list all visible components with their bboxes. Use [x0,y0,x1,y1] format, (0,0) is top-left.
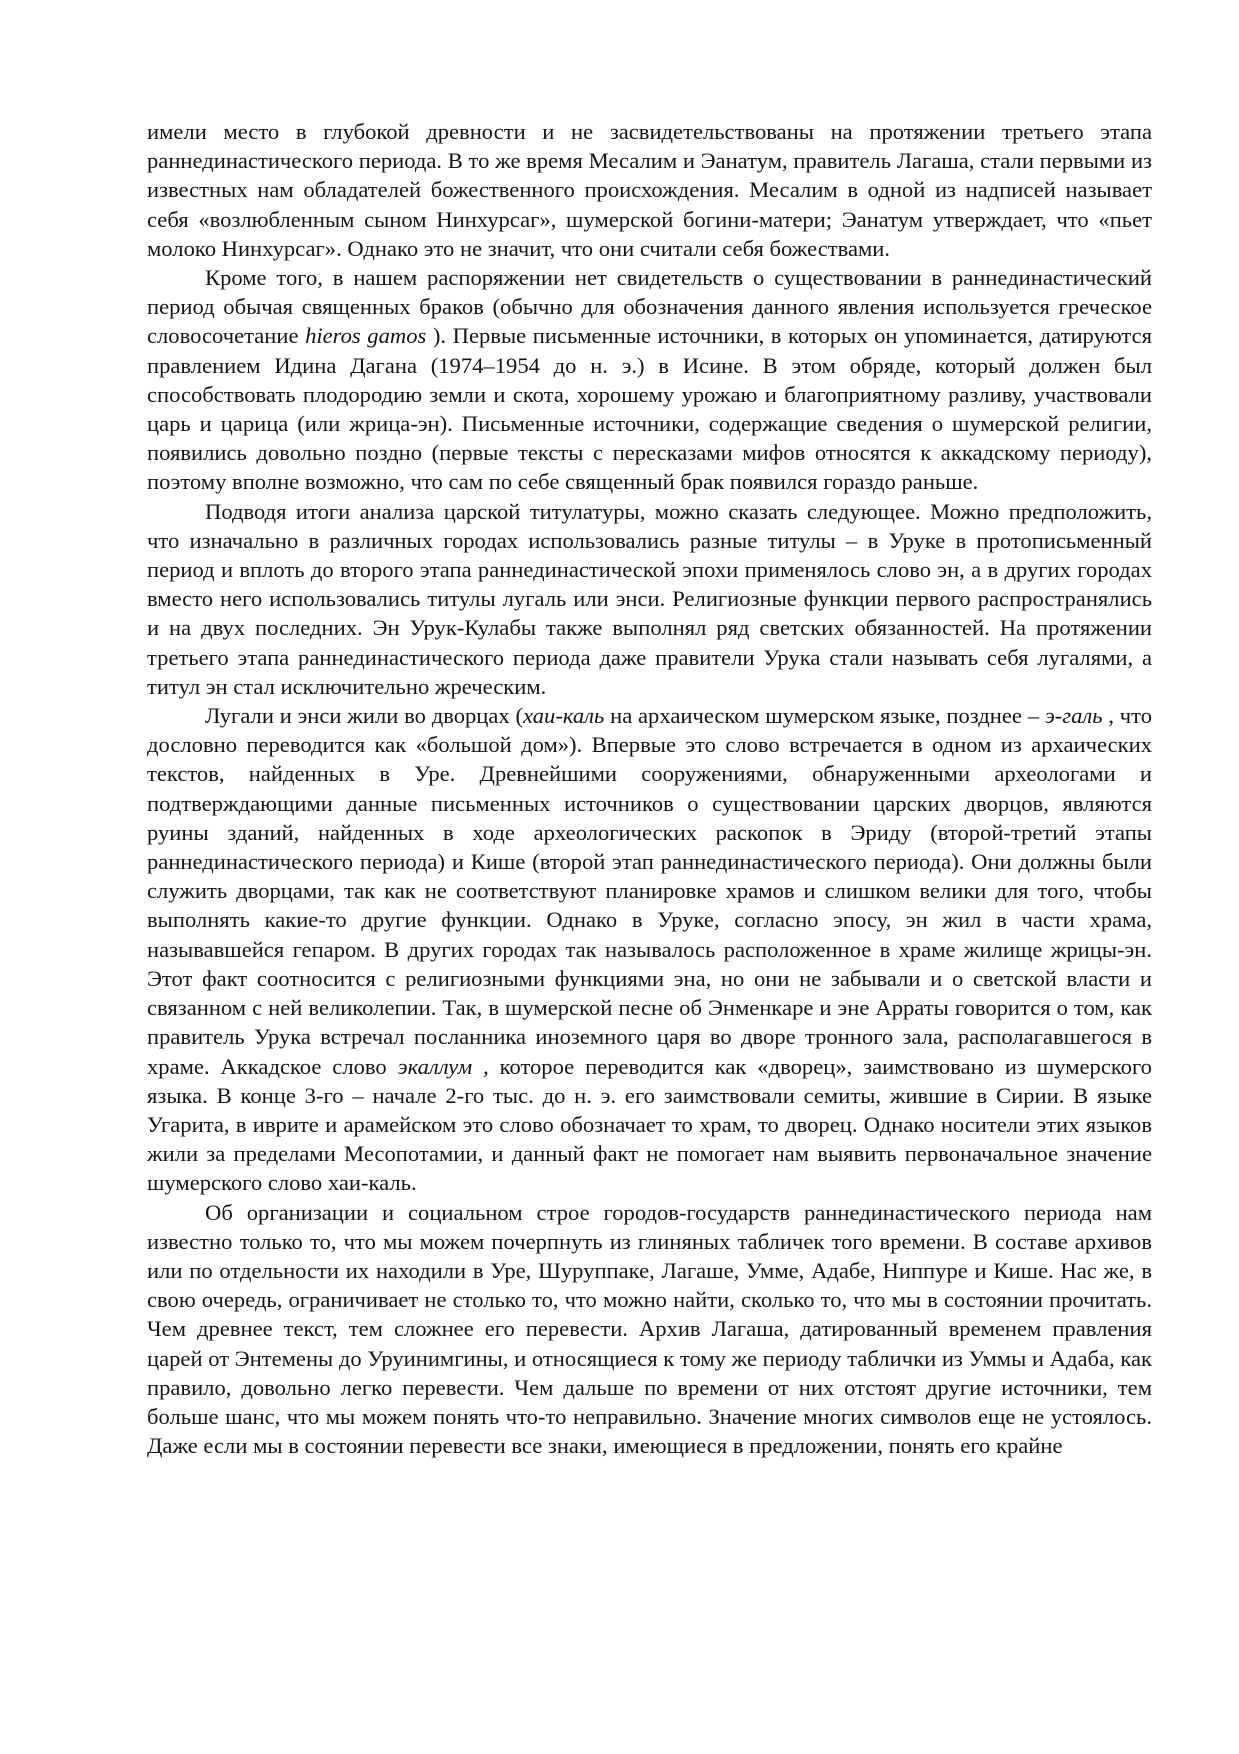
paragraph [147,1198,1152,1461]
paragraph [147,497,1152,701]
text-run: на архаическом шумерском языке, позднее – [604,703,1045,729]
text-run: , что дословно переводится как «большой дом»). Впервые это слово встречается в одном из архаических текстов, найденных в Уре. Древнейшими сооружениями, обнаруженными археологами и подтверждающими данные письменных источников о существовании царских дворцов, являются руины зданий, найденных в ходе археологических раскопок в Эриду (второй-третий этапы раннединастического периода) и Кише (второй этап раннединастического периода). Они должны были служить дворцами, так как не соответствуют планировке храмов и слишком велики для того, чтобы выполнять какие-то другие функции. Однако в Уруке, согласно эпосу, эн жил в части храма, называвшейся гепаром. В других городах так называлось расположенное в храме жилище жрицы-эн. Этот факт соотносится с религиозными функциями эна, но они не забывали и о светской власти и связанном с ней великолепии. Так, в шумерской песне об Энменкаре и эне Арраты говорится о том, как правитель Урука встречал посланника иноземного царя во дворе тронного зала, располагавшегося в храме. Аккадское слово [147,703,1152,1079]
italic-term: экаллум [397,1053,473,1079]
text-run: Подводя итоги анализа царской титулатуры, можно сказать следующее. Можно предположить, что изначально в различных городах использовались разные титулы – в Уруке в протописьменный период и вплоть до второго этапа раннединастической эпохи применялось слово эн, а в других городах вместо него использовались титулы лугаль или энси. Религиозные функции первого распространялись и на двух последних. Эн Урук-Кулабы также выполнял ряд светских обязанностей. На протяжении третьего этапа раннединастического периода даже правители Урука стали называть себя лугалями, а титул эн стал исключительно жреческим. [147,498,1152,699]
italic-term: э-галь [1044,703,1103,729]
paragraph [147,263,1152,497]
text-run: имели место в глубокой древности и не засвидетельствованы на протяжении третьего этапа раннединастического периода. В то же время Месалим и Эанатум, правитель Лагаша, стали первыми из известных нам обладателей божественного происхождения. Месалим в одной из надписей называет себя «возлюбленным сыном Нинхурсаг», шумерской богини-матери; Эанатум утверждает, что «пьет молоко Нинхурсаг». Однако это не значит, что они считали себя божествами. [147,119,1152,261]
text-run: , которое переводится как «дворец», заимствовано из шумерского языка. В конце 3-го – начале 2-го тыс. до н. э. его заимствовали семиты, жившие в Сирии. В языке Угарита, в иврите и арамейском это слово обозначает то храм, то дворец. Однако носители этих языков жили за пределами Месопотамии, и данный факт не помогает нам выявить первоначальное значение шумерского слово хаи-каль. [147,1053,1152,1196]
text-run: Кроме того, в нашем распоряжении нет свидетельств о существовании в раннединастический период обычая священных браков (обычно для обозначения данного явления используется греческое словосочетание [147,265,1152,349]
italic-term: хаи-каль [523,703,605,729]
italic-term: hieros gamos [305,323,427,349]
paragraph [147,117,1152,263]
text-run: Об организации и социальном строе городов-государств раннединастического периода нам известно только то, что мы можем почерпнуть из глиняных табличек того времени. В составе архивов или по отдельности их находили в Уре, Шуруппаке, Лагаше, Умме, Адабе, Ниппуре и Кише. Нас же, в свою очередь, ограничивает не столько то, что можно найти, сколько то, что мы в состоянии прочитать. Чем древнее текст, тем сложнее его перевести. Архив Лагаша, датированный временем правления царей от Энтемены до Уруинимгины, и относящиеся к тому же периоду таблички из Уммы и Адаба, как правило, довольно легко перевести. Чем дальше по времени от них отстоят другие источники, тем больше шанс, что мы можем понять что-то неправильно. Значение многих символов еще не устоялось. Даже если мы в состоянии перевести все знаки, имеющиеся в предложении, понять его крайне [147,1199,1152,1459]
text-run: ). Первые письменные источники, в которых он упоминается, датируются правлением Идина Дагана (1974–1954 до н. э.) в Исине. В этом обряде, который должен был способствовать плодородию земли и скота, хорошему урожаю и благоприятному разливу, участвовали царь и царица (или жрица-эн). Письменные источники, содержащие сведения о шумерской религии, появились довольно поздно (первые тексты с пересказами мифов относятся к аккадскому периоду), поэтому вполне возможно, что сам по себе священный брак появился гораздо раньше. [147,323,1152,495]
paragraph [147,701,1152,1197]
text-run: Лугали и энси жили во дворцах ( [205,703,524,729]
document-page [147,117,1152,1460]
